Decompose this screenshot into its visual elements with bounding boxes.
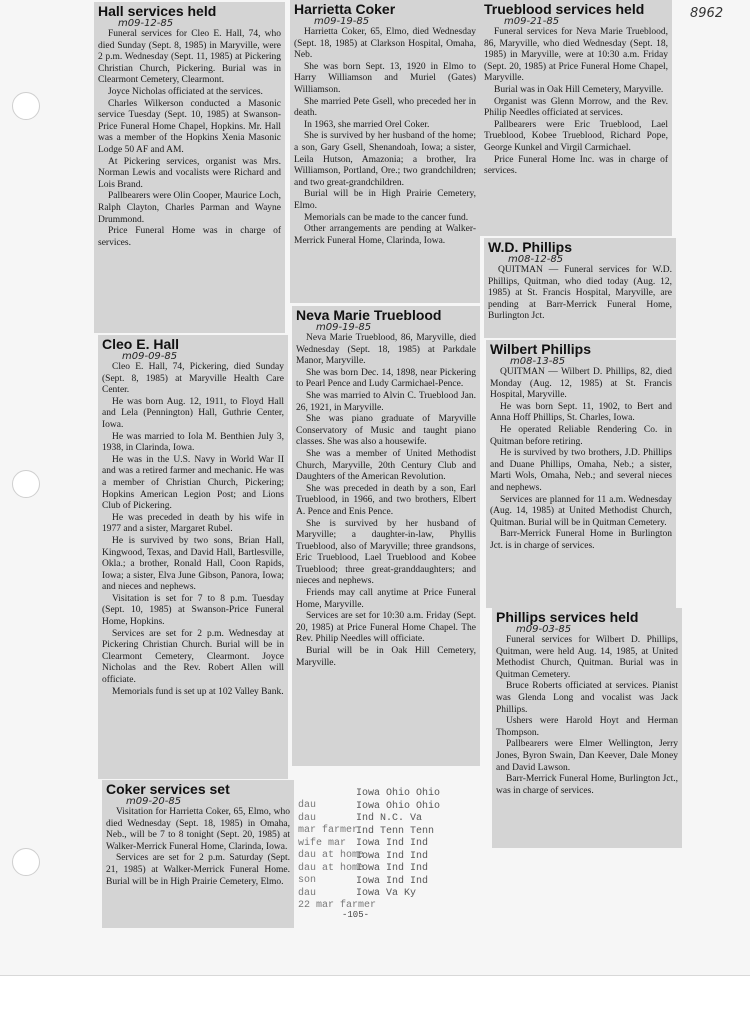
clipping-paragraph: Memorials can be made to the cancer fund.	[304, 212, 469, 223]
clipping-paragraph: Burial will be in Oak Hill Cemetery, Maryville.	[296, 646, 476, 668]
clipping-paragraph: Other arrangements are pending at Walker-Merrick Funeral Home, Clarinda, Iowa.	[294, 224, 476, 246]
clipping-paragraph: Organist was Glenn Morrow, and the Rev. Philip Needles officiated at services.	[484, 96, 668, 119]
clipping-paragraph: He is survived by two sons, Brian Hall, Kingwood, Texas, and David Hall, Bartlesville, Okla.; a brother, Ronald Hall, Coon Rapids, Iowa; a sister, Elva June Gibson, Panora, Iowa; and nieces and nephews.	[102, 535, 284, 593]
clipping-paragraph: Friends may call anytime at Price Funeral Home, Maryville.	[296, 588, 476, 610]
register-row: Iowa Ind Ind	[356, 838, 429, 849]
register-row: son	[298, 875, 317, 886]
clipping-paragraph: She is survived by her husband of the home; a son, Gary Gsell, Shenandoah, Iowa; a sister, Leila Hutson, Amazonia; a brother, Ira Williamson, Portland, Ore.; two grandchildren; and two great-grandchildren.	[294, 131, 476, 188]
clipping-paragraph: QUITMAN — Wilbert D. Phillips, 82, died Monday (Aug. 12, 1985) at St. Francis Hospital, Maryville.	[490, 367, 672, 401]
clipping-paragraph: Harrietta Coker, 65, Elmo, died Wednesday (Sept. 18, 1985) at Clarkson Hospital, Omaha, Neb.	[294, 27, 476, 61]
clipping-date: m09-21-85	[504, 16, 560, 27]
clipping-paragraph: She was a member of United Methodist Church, Maryville, 20th Century Club and Daughters of the American Revolution.	[296, 448, 476, 483]
register-row: dau	[298, 887, 317, 899]
page-margin	[0, 975, 750, 1034]
clipping-paragraph: She was born Dec. 14, 1898, near Pickering to Pearl Pence and Ludy Carmichael-Pence.	[296, 367, 476, 390]
clipping-headline: Phillips services held	[496, 609, 639, 625]
clipping-wd-phillips	[484, 238, 676, 338]
page-number: -105-	[342, 910, 370, 920]
clipping-paragraph: Joyce Nicholas officiated at the services.	[108, 86, 263, 97]
clipping-paragraph: Burial was in Oak Hill Cemetery, Maryville.	[494, 84, 664, 95]
register-row: Iowa Ind Ind	[356, 850, 429, 862]
clipping-paragraph: Pallbearers were Olin Cooper, Maurice Loch, Ralph Clayton, Charles Parman and Wayne Drummond.	[98, 191, 281, 225]
clipping-neva-trueblood	[292, 306, 480, 766]
clipping-paragraph: He was married to Iola M. Benthien July 3, 1938, in Clarinda, Iowa.	[102, 431, 284, 454]
register-row: Ind N.C. Va	[356, 813, 423, 824]
register-row: 22 mar farmer	[298, 900, 377, 911]
register-row: Iowa Va Ky	[356, 888, 417, 899]
clipping-paragraph: In 1963, she married Orel Coker.	[304, 119, 430, 130]
clipping-headline: Neva Marie Trueblood	[296, 307, 442, 323]
clipping-paragraph: Price Funeral Home Inc. was in charge of services.	[484, 154, 668, 177]
register-row: wife mar	[298, 837, 347, 849]
clipping-paragraph: Pallbearers were Eric Trueblood, Lael Trueblood, Kobee Trueblood, Richard Pope, George Kunkel and Virgil Carmichael.	[484, 119, 668, 153]
clipping-paragraph: Charles Wilkerson conducted a Masonic service Tuesday (Sept. 10, 1985) at Swanson-Price Funeral Home Chapel, Hopkins. Mr. Hall was a member of the Hopkins Xenia Masonic Lodge 50 AF and AM.	[98, 98, 281, 155]
clipping-paragraph: He is survived by two brothers, J.D. Phillips and Duane Phillips, Omaha, Neb.; a sister, Marti Wols, Omaha, Neb.; and several nieces and nephews.	[490, 448, 672, 493]
clipping-paragraph: Burial will be in High Prairie Cemetery, Elmo.	[294, 189, 476, 211]
clipping-paragraph: Funeral services for Wilbert D. Phillips, Quitman, were held Aug. 14, 1985, at United Methodist Church, Quitman. Burial was in Quitman Cemetery.	[496, 635, 678, 680]
page-id: 8962	[690, 6, 724, 21]
punch-hole-top	[12, 92, 40, 120]
clipping-paragraph: She was born Sept. 13, 1920 in Elmo to Harry Williamson and Muriel (Gates) Williamson.	[294, 61, 476, 95]
clipping-paragraph: At Pickering services, organist was Mrs. Norman Lewis and vocalists were Richard and Lois Brand.	[98, 156, 281, 190]
clipping-paragraph: He was born Aug. 12, 1911, to Floyd Hall and Lela (Pennington) Hall, Guthrie Center, Iowa.	[102, 396, 284, 430]
background-register-left	[298, 800, 377, 913]
punch-hole-bottom	[12, 848, 40, 876]
clipping-headline: Cleo E. Hall	[102, 336, 180, 352]
clipping-headline: Wilbert Phillips	[490, 341, 591, 357]
register-row: dau at home	[298, 850, 365, 861]
clipping-paragraph: Cleo E. Hall, 74, Pickering, died Sunday (Sept. 8, 1985) at Maryville Health Care Center.	[102, 362, 284, 396]
register-row: Iowa Ind Ind	[356, 875, 429, 887]
register-row: Iowa Ohio Ohio	[356, 800, 441, 812]
clipping-paragraph: Barr-Merrick Funeral Home, Burlington Jct., was in charge of services.	[496, 774, 678, 796]
clipping-date: m09-03-85	[516, 624, 572, 635]
clipping-hall-services	[94, 2, 285, 333]
clipping-paragraph: Ushers were Harold Hoyt and Herman Thompson.	[496, 716, 678, 738]
clipping-headline: Trueblood services held	[484, 1, 645, 17]
clipping-paragraph: He was born Sept. 11, 1902, to Bert and Anna Hoff Phillips, St. Charles, Iowa.	[490, 401, 672, 424]
clipping-paragraph: Memorials fund is set up at 102 Valley Bank.	[112, 686, 284, 697]
clipping-coker-services	[102, 780, 294, 928]
clipping-paragraph: Services are set for 2 p.m. Saturday (Sept. 21, 1985) at Walker-Merrick Funeral Home. Burial will be in High Prairie Cemetery, Elmo.	[106, 853, 290, 887]
clipping-paragraph: She was preceded in death by a son, Earl Trueblood, in 1966, and two brothers, Elbert A. Pence and Enis Pence.	[296, 483, 476, 517]
register-row: Iowa Ind Ind	[356, 863, 429, 874]
clipping-date: m08-13-85	[510, 356, 566, 367]
register-row: dau	[298, 800, 317, 811]
clipping-paragraph: Services are set for 10:30 a.m. Friday (Sept. 20, 1985) at Price Funeral Home Chapel. The Rev. Philip Needles will officiate.	[296, 611, 476, 645]
clipping-paragraph: Funeral services for Cleo E. Hall, 74, who died Sunday (Sept. 8, 1985) in Maryville, were 2 p.m. Wednesday (Sept. 11, 1985) at Pickering Christian Church, Pickering. Burial was in Clearmont Cemetery, Clearmont.	[98, 29, 281, 86]
clipping-paragraph: She was married to Alvin C. Trueblood Jan. 26, 1921, in Maryville.	[296, 390, 476, 413]
clipping-paragraph: He was in the U.S. Navy in World War II and was a retired farmer and mechanic. He was a member of Christian Church, Pickering; Hopkins American Legion Post; and Lions Club of Pickering.	[102, 454, 284, 512]
clipping-date: m09-09-85	[122, 351, 178, 362]
clipping-paragraph: Services are set for 2 p.m. Wednesday at Pickering Christian Church. Burial will be in Clearmont Cemetery, Clearmont. Joyce Nicholas and the Rev. Robert Allen will officiate.	[102, 628, 284, 686]
clipping-date: m09-12-85	[118, 18, 174, 29]
clipping-paragraph: Bruce Roberts officiated at services. Pianist was Glenda Long and vocalist was Jack Phillips.	[496, 681, 678, 715]
clipping-phillips-services	[492, 608, 682, 848]
register-row: Ind Tenn Tenn	[356, 825, 435, 837]
clipping-paragraph: Services are planned for 11 a.m. Wednesday (Aug. 14, 1985) at United Methodist Church, Quitman. Burial will be in Quitman Cemetery.	[490, 494, 672, 528]
clipping-paragraph: Barr-Merrick Funeral Home in Burlington Jct. is in charge of services.	[490, 529, 672, 551]
clipping-paragraph: He was preceded in death by his wife in 1977 and a sister, Margaret Rubel.	[102, 512, 284, 535]
clipping-paragraph: QUITMAN — Funeral services for W.D. Phillips, Quitman, who died today (Aug. 12, 1985) at St. Francis Hospital, Maryville, are pending at Barr-Merrick Funeral Home, Burlington Jct.	[488, 265, 672, 322]
clipping-trueblood-services	[480, 0, 672, 236]
register-row: dau at home	[298, 862, 365, 874]
clipping-paragraph: She was piano graduate of Maryville Conservatory of Music and taught piano classes. She was also a housewife.	[296, 414, 476, 448]
punch-hole-middle	[12, 470, 40, 498]
clipping-wilbert-phillips	[486, 340, 676, 608]
clipping-headline: W.D. Phillips	[488, 239, 573, 255]
clipping-date: m08-12-85	[508, 254, 564, 265]
clipping-date: m09-19-85	[314, 16, 370, 27]
clipping-date: m09-19-85	[316, 322, 372, 333]
background-register	[356, 788, 490, 901]
clipping-headline: Harrietta Coker	[294, 1, 396, 17]
clipping-paragraph: Funeral services for Neva Marie Trueblood, 86, Maryville, who died Wednesday (Sept. 18, 1985) in Maryville, were at 10:30 a.m. Friday (Sept. 20, 1985) at Price Funeral Home Chapel, Maryville.	[484, 27, 668, 84]
clipping-date: m09-20-85	[126, 796, 182, 807]
clipping-paragraph: She is survived by her husband of Maryville; a daughter-in-law, Phyllis Trueblood, also of Maryville; three grandsons, Eric Trueblood, Lael Trueblood and Kobee Trueblood; three great-granddaughters; and nieces and nephews.	[296, 518, 476, 587]
clipping-paragraph: Visitation for Harrietta Coker, 65, Elmo, who died Wednesday (Sept. 18, 1985) in Omaha, Neb., will be 7 to 8 tonight (Sept. 20, 1985) at Walker-Merrick Funeral Home, Clarinda, Iowa.	[106, 807, 290, 852]
register-row: mar farmer	[298, 825, 359, 836]
clipping-paragraph: Visitation is set for 7 to 8 p.m. Tuesday (Sept. 10, 1985) at Swanson-Price Funeral Home, Hopkins.	[102, 593, 284, 628]
clipping-paragraph: Neva Marie Trueblood, 86, Maryville, died Wednesday (Sept. 18, 1985) at Parkdale Manor, Maryville.	[296, 333, 476, 367]
clipping-headline: Coker services set	[106, 781, 230, 797]
register-row: Iowa Ohio Ohio	[356, 788, 441, 799]
clipping-paragraph: Price Funeral Home was in charge of services.	[98, 226, 281, 248]
clipping-headline: Hall services held	[98, 3, 217, 19]
clipping-paragraph: Pallbearers were Elmer Wellington, Jerry Jones, Byron Swain, Dan Keever, Dale Money and David Lawson.	[496, 739, 678, 773]
register-row: dau	[298, 812, 317, 824]
clipping-cleo-hall	[98, 335, 288, 779]
clipping-paragraph: He operated Reliable Rendering Co. in Quitman before retiring.	[490, 424, 672, 447]
clipping-paragraph: She married Pete Gsell, who preceded her in death.	[294, 96, 476, 119]
clipping-harrietta-coker	[290, 0, 480, 303]
